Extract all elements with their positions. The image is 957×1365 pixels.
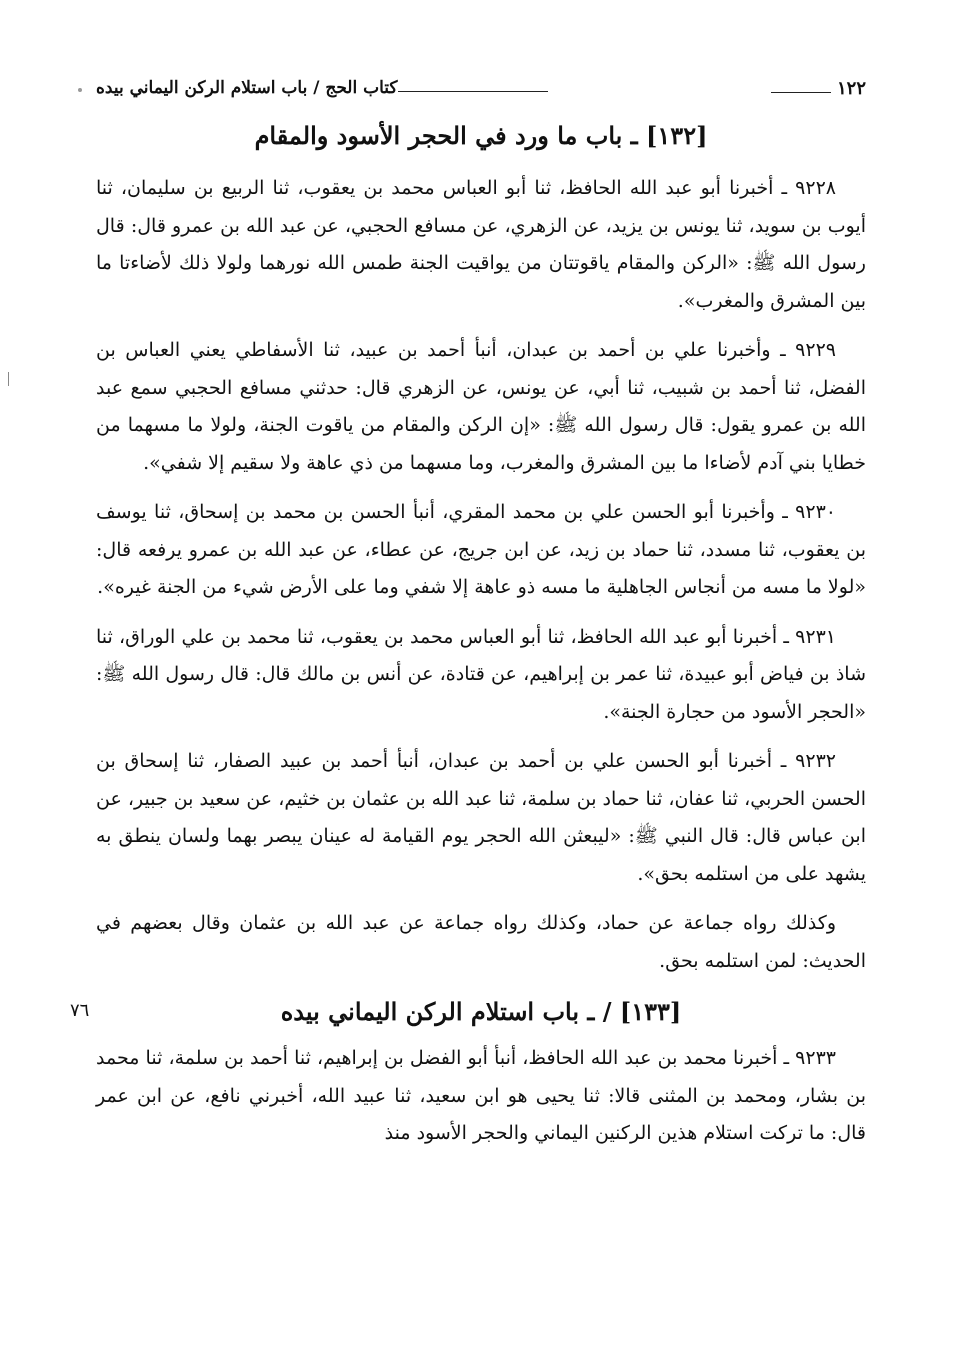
hadith-9229: ٩٢٢٩ ـ وأخبرنا علي بن أحمد بن عبدان، أنبأ أحمد بن عبيد، ثنا الأسفاطي يعني العباس بن الفضل، ثنا أحمد بن شبيب، ثنا أبي، عن يونس، عن الزهري قال: حدثني مسافع الحجبي سمع عبد الله بن عمرو يقول: قال رسول الله ﷺ: «إن الركن والمقام من ياقوت الجنة، ولولا ما مسهما من خطايا بني آدم لأضاءا ما بين المشرق والمغرب، وما مسهما من ذي عاهة ولا سقيم إلا شفي». [96,339,866,474]
chapter-heading-132: [١٣٢] ـ باب ما ورد في الحجر الأسود والمقام [254,121,708,150]
hadith-9228: ٩٢٢٨ ـ أخبرنا أبو عبد الله الحافظ، ثنا أبو العباس محمد بن يعقوب، ثنا الربيع بن سليمان، ثنا أيوب بن سويد، ثنا يونس بن يزيد، عن الزهري، عن مسافع الحجبي، عن عبد الله بن عمرو قال: قال رسول الله ﷺ: «الركن والمقام ياقوتتان من يواقيت الجنة طمس الله نورهما ولولا ذلك لأضاءتا ما بين المشرق والمغرب». [96,177,866,312]
hadith-9233: ٩٢٣٣ ـ أخبرنا محمد بن عبد الله الحافظ، أنبأ أبو الفضل بن إبراهيم، ثنا أحمد بن سلمة، ثنا محمد بن بشار، ومحمد بن المثنى قالا: ثنا يحيى هو ابن سعيد، ثنا عبيد الله، أخبرني نافع، عن ابن عمر قال: ما تركت استلام هذين الركنين اليماني والحجر الأسود منذ [96,1047,866,1144]
running-title-group [96,78,554,98]
page-number: ١٢٢ [836,78,866,99]
document-page [70,72,866,1165]
header-rule-short [771,92,831,93]
commentary-paragraph: وكذلك رواه جماعة عن حماد، وكذلك رواه جماعة عن عبد الله بن عثمان وقال بعضهم في الحديث: لمن استلمه بحق. [96,912,866,972]
hadith-9230: ٩٢٣٠ ـ وأخبرنا أبو الحسن علي بن محمد المقري، أنبأ الحسن بن محمد بن إسحاق، ثنا يوسف بن يعقوب، ثنا مسدد، ثنا حماد بن زيد، عن ابن جريج، عن عطاء، عن عبد الله بن عمرو يرفعه قال: «لولا ما مسه من أنجاس الجاهلية ما مسه ذو عاهة إلا شفي وما على الأرض شيء من الجنة غيره». [96,501,866,598]
scan-mark-tick [8,372,9,386]
header-rule-long [398,91,548,92]
page-number-group [771,78,866,99]
hadith-9232: ٩٢٣٢ ـ أخبرنا أبو الحسن علي بن أحمد بن عبدان، أنبأ أحمد بن عبيد الصفار، ثنا إسحاق بن الحسن الحربي، ثنا عفان، ثنا حماد بن سلمة، ثنا عبد الله بن عثمان بن خثيم، عن سعيد بن جبير، عن ابن عباس قال: قال النبي ﷺ: «ليبعثن الله الحجر يوم القيامة له عينان يبصر بهما ولسان ينطق به يشهد على من استلمه بحق». [96,750,866,885]
chapter-heading-133: [١٣٣] / ـ باب استلام الركن اليماني بيده [280,997,682,1026]
chapter-133-wrapper [70,992,866,1032]
hadith-9231: ٩٢٣١ ـ أخبرنا أبو عبد الله الحافظ، ثنا أبو العباس محمد بن يعقوب، ثنا محمد بن علي الوراق، ثنا شاذ بن فياض أبو عبيدة، ثنا عمر بن إبراهيم، عن قتادة، عن أنس بن مالك قال: قال رسول الله ﷺ: «الحجر الأسود من حجارة الجنة». [96,625,866,723]
running-title: كتاب الحج / باب استلام الركن اليماني بيده [96,78,398,98]
margin-page-number: ٧٦ [70,1000,90,1021]
running-header [96,72,866,112]
scan-mark-dot [78,88,82,92]
